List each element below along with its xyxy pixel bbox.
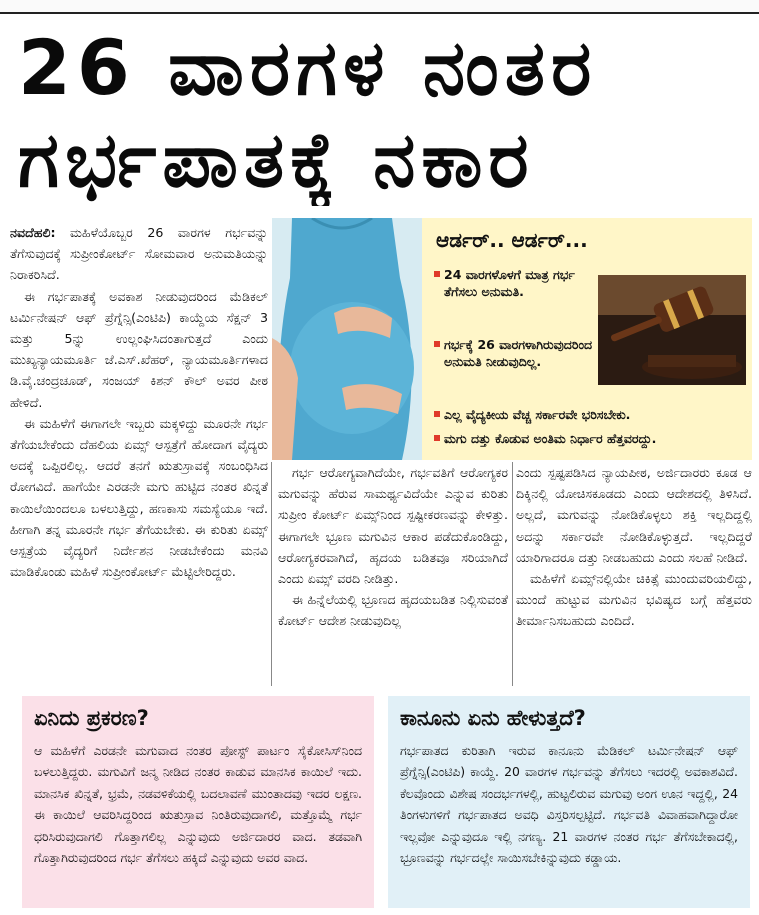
column-divider: [271, 462, 272, 686]
order-item: ಎಲ್ಲ ವೈದ್ಯಕೀಯ ವೆಚ್ಚ ಸರ್ಕಾರವೇ ಭರಿಸಬೇಕು.: [434, 406, 750, 423]
pregnant-woman-photo: [272, 218, 422, 460]
page-top-rule: [0, 0, 759, 14]
pregnant-woman-illustration: [272, 218, 422, 460]
dateline: ನವದೆಹಲಿ:: [10, 225, 56, 240]
article-paragraph: ಈ ಮಹಿಳೆಗೆ ಈಗಾಗಲೇ ಇಬ್ಬರು ಮಕ್ಕಳಿದ್ದು ಮೂರನೇ ಗರ್ಭ ತೆಗೆಯಬೇಕೆಂದು ದೆಹಲಿಯ ಏಮ್ಸ್ ಆಸ್ಪತ್ರೆಗೆ ಹೋದಾಗ ವೈದ್ಯರು ಅದಕ್ಕೆ ಒಪ್ಪಿರಲಿಲ್ಲ. ಆದರೆ ತನಗೆ ಋತುಸ್ರಾವಕ್ಕೆ ಸಂಬಂಧಿಸಿದ ರೋಗವಿದೆ. ಹಾಗೆಯೇ ಎರಡನೇ ಮಗು ಹುಟ್ಟಿದ ನಂತರ ಖಿನ್ನತೆ ಕಾಯಿಲೆಯಿಂದಲೂ ಬಳಲುತ್ತಿದ್ದು, ಹಣಕಾಸು ಸಮಸ್ಯೆಯೂ ಇದೆ. ಹೀಗಾಗಿ ತನ್ನ ಮೂರನೇ ಗರ್ಭ ತೆಗೆಯಬೇಕು. ಈ ಕುರಿತು ಏಮ್ಸ್ ಆಸ್ಪತ್ರೆಯ ವೈದ್ಯರಿಗೆ ನಿರ್ದೇಶನ ನೀಡಬೇಕೆಂದು ಮನವಿ ಮಾಡಿಕೊಂಡು ಮಹಿಳೆ ಸುಪ್ರೀಂಕೋರ್ಟ್ ಮೆಟ್ಟಿಲೇರಿದ್ದರು.: [10, 415, 268, 580]
article-paragraph: ಮಹಿಳೆಗೆ ಏಮ್ಸ್‌ನಲ್ಲಿಯೇ ಚಿಕಿತ್ಸೆ ಮುಂದುವರಿಯಲಿದ್ದು, ಮುಂದೆ ಹುಟ್ಟುವ ಮಗುವಿನ ಭವಿಷ್ಯದ ಬಗ್ಗೆ ಹೆತ್ತವರು ತೀರ್ಮಾನಿಸಬಹುದು ಎಂದಿದೆ.: [516, 571, 752, 629]
article-paragraph: ಈ ಹಿನ್ನೆಲೆಯಲ್ಲಿ ಭ್ರೂಣದ ಹೃದಯಬಡಿತ ನಿಲ್ಲಿಸುವಂತೆ ಕೋರ್ಟ್ ಆದೇಶ ನೀಡುವುದಿಲ್ಲ: [278, 592, 508, 629]
article-paragraph: ಈ ಗರ್ಭಪಾತಕ್ಕೆ ಅವಕಾಶ ನೀಡುವುದರಿಂದ ಮೆಡಿಕಲ್ ಟರ್ಮಿನೇಷನ್ ಆಫ್ ಪ್ರೆಗ್ನೆನ್ಸಿ(ಎಂಟಿಪಿ) ಕಾಯ್ದೆಯ ಸೆಕ್ಷನ್ 3 ಮತ್ತು 5ನ್ನು ಉಲ್ಲಂಘಿಸಿದಂತಾಗುತ್ತದೆ ಎಂದು ಮುಖ್ಯನ್ಯಾಯಮೂರ್ತಿ ಜೆ.ಎಸ್.ಖೆಹರ್, ನ್ಯಾಯಮೂರ್ತಿಗಳಾದ ಡಿ.ವೈ.ಚಂದ್ರಚೂಡ್, ಸಂಜಯ್ ಕಿಶನ್ ಕೌಲ್ ಅವರ ಪೀಠ ಹೇಳಿದೆ.: [10, 288, 268, 410]
gavel-illustration: [598, 275, 746, 385]
law-panel-body: ಗರ್ಭಪಾತದ ಕುರಿತಾಗಿ ಇರುವ ಕಾನೂನು ಮೆಡಿಕಲ್ ಟರ್ಮಿನೇಷನ್ ಆಫ್ ಪ್ರೆಗ್ನೆನ್ಸಿ(ಎಂಟಿಪಿ) ಕಾಯ್ದೆ. 20 ವಾರಗಳ ಗರ್ಭವನ್ನು ತೆಗೆಸಲು ಇದರಲ್ಲಿ ಅವಕಾಶವಿದೆ. ಕೆಲವೊಂದು ವಿಶೇಷ ಸಂದರ್ಭಗಳಲ್ಲಿ, ಹುಟ್ಟಲಿರುವ ಮಗುವು ಅಂಗ ಊನ ಇದ್ದಲ್ಲಿ, 24 ತಿಂಗಳುಗಳಿಗೆ ಗರ್ಭಪಾತದ ಅವಧಿ ವಿಸ್ತರಿಸಲ್ಪಟ್ಟಿದೆ. ಗರ್ಭವತಿ ವಿವಾಹವಾಗಿದ್ದಾರೋ ಇಲ್ಲವೋ ಎನ್ನುವುದೂ ಇಲ್ಲಿ ನಗಣ್ಯ. 21 ವಾರಗಳ ನಂತರ ಗರ್ಭ ತೆಗೆಸಬೇಕಾದಲ್ಲಿ, ಭ್ರೂಣವನ್ನು ಗರ್ಭದಲ್ಲೇ ಸಾಯಿಸಬೇಕಿನ್ನುವುದು ಕಡ್ಡಾಯ.: [400, 743, 738, 866]
gavel-photo: [598, 275, 746, 385]
headline-line-1: 26 ವಾರಗಳ ನಂತರ: [18, 23, 598, 112]
order-item: 24 ವಾರಗಳೊಳಗೆ ಮಾತ್ರ ಗರ್ಭ ತೆಗೆಸಲು ಅನುಮತಿ.: [434, 266, 594, 300]
article-paragraph: ಎಂದು ಸ್ಪಷ್ಟಪಡಿಸಿದ ನ್ಯಾಯಪೀಠ, ಅರ್ಜಿದಾರರು ಕೂಡ ಆ ದಿಕ್ಕಿನಲ್ಲಿ ಯೋಚಿಸಕೂಡದು ಎಂದು ಆದೇಶದಲ್ಲಿ ತಿಳಿಸಿದೆ. ಅಲ್ಲದೆ, ಮಗುವನ್ನು ನೋಡಿಕೊಳ್ಳಲು ಶಕ್ತಿ ಇಲ್ಲದಿದ್ದಲ್ಲಿ ಅದನ್ನು ಸರ್ಕಾರವೇ ನೋಡಿಕೊಳ್ಳುತ್ತದೆ. ಇಲ್ಲದಿದ್ದರೆ ಯಾರಿಗಾದರೂ ದತ್ತು ನೀಡಬಹುದು ಎಂದು ಸಲಹೆ ನೀಡಿದೆ.: [516, 465, 752, 565]
article-left-column: [10, 222, 268, 682]
column-divider: [512, 462, 513, 686]
order-item: ಮಗು ದತ್ತು ಕೊಡುವ ಅಂತಿಮ ನಿರ್ಧಾರ ಹೆತ್ತವರದ್ದು.: [434, 430, 750, 447]
order-item: ಗರ್ಭಕ್ಕೆ 26 ವಾರಗಳಾಗಿರುವುದರಿಂದ ಅನುಮತಿ ನೀಡುವುದಿಲ್ಲ.: [434, 336, 594, 370]
headline: [18, 22, 748, 206]
headline-line-2: ಗರ್ಭಪಾತಕ್ಕೆ ನಕಾರ: [18, 115, 535, 204]
law-panel-title: ಕಾನೂನು ಏನು ಹೇಳುತ್ತದೆ?: [400, 706, 586, 730]
law-info-panel: [388, 696, 750, 908]
article-right-column: [516, 462, 752, 686]
article-paragraph: ಗರ್ಭ ಆರೋಗ್ಯವಾಗಿದೆಯೇ, ಗರ್ಭವತಿಗೆ ಆರೋಗ್ಯಕರ ಮಗುವನ್ನು ಹೆರುವ ಸಾಮರ್ಥ್ಯವಿದೆಯೇ ಎನ್ನುವ ಕುರಿತು ಸುಪ್ರೀಂ ಕೋರ್ಟ್ ಏಮ್ಸ್‌ನಿಂದ ಸ್ಪಷ್ಟೀಕರಣವನ್ನು ಕೇಳಿತ್ತು. ಈಗಾಗಲೇ ಭ್ರೂಣ ಮಗುವಿನ ಆಕಾರ ಪಡೆದುಕೊಂಡಿದ್ದು, ಆರೋಗ್ಯಕರವಾಗಿದೆ, ಹೃದಯ ಬಡಿತವೂ ಸರಿಯಾಗಿದೆ ಎಂದು ಏಮ್ಸ್ ವರದಿ ನೀಡಿತ್ತು.: [278, 465, 508, 587]
case-panel-title: ಏನಿದು ಪ್ರಕರಣ?: [34, 706, 149, 730]
order-box-title: ಆರ್ಡರ್.. ಆರ್ಡರ್...: [436, 228, 588, 252]
article-middle-column: [278, 462, 508, 686]
case-panel-body: ಆ ಮಹಿಳೆಗೆ ಎರಡನೇ ಮಗುವಾದ ನಂತರ ಪೋಸ್ಟ್ ಪಾರ್ಟಂ ಸೈಕೋಸಿಸ್‌ನಿಂದ ಬಳಲುತ್ತಿದ್ದರು. ಮಗುವಿಗೆ ಜನ್ಮ ನೀಡಿದ ನಂತರ ಕಾಡುವ ಮಾನಸಿಕ ಕಾಯಿಲೆ ಇದು. ಮಾನಸಿಕ ಖಿನ್ನತೆ, ಭ್ರಮೆ, ನಡವಳಿಕೆಯಲ್ಲಿ ಬದಲಾವಣೆ ಮುಂತಾದವು ಇದರ ಲಕ್ಷಣ. ಈ ಕಾಯಿಲೆ ಆವರಿಸಿದ್ದರಿಂದ ಋತುಸ್ರಾವ ನಿಂತಿರುವುದಾಗಲಿ, ಮತ್ತೊಮ್ಮೆ ಗರ್ಭ ಧರಿಸಿರುವುದಾಗಲಿ ಗೊತ್ತಾಗಲಿಲ್ಲ ಎನ್ನುವುದು ಅರ್ಜಿದಾರರ ವಾದ. ತಡವಾಗಿ ಗೊತ್ತಾಗಿರುವುದರಿಂದ ಗರ್ಭ ತೆಗೆಸಲು ಹಕ್ಕಿದೆ ಎನ್ನುವುದು ಅವರ ವಾದ.: [34, 743, 362, 866]
case-info-panel: [22, 696, 374, 908]
article-paragraph: ಮಹಿಳೆಯೊಬ್ಬರ 26 ವಾರಗಳ ಗರ್ಭವನ್ನು ತೆಗೆಸುವುದಕ್ಕೆ ಸುಪ್ರೀಂಕೋರ್ಟ್ ಸೋಮವಾರ ಅನುಮತಿಯನ್ನು ನಿರಾಕರಿಸಿದೆ.: [10, 225, 268, 283]
